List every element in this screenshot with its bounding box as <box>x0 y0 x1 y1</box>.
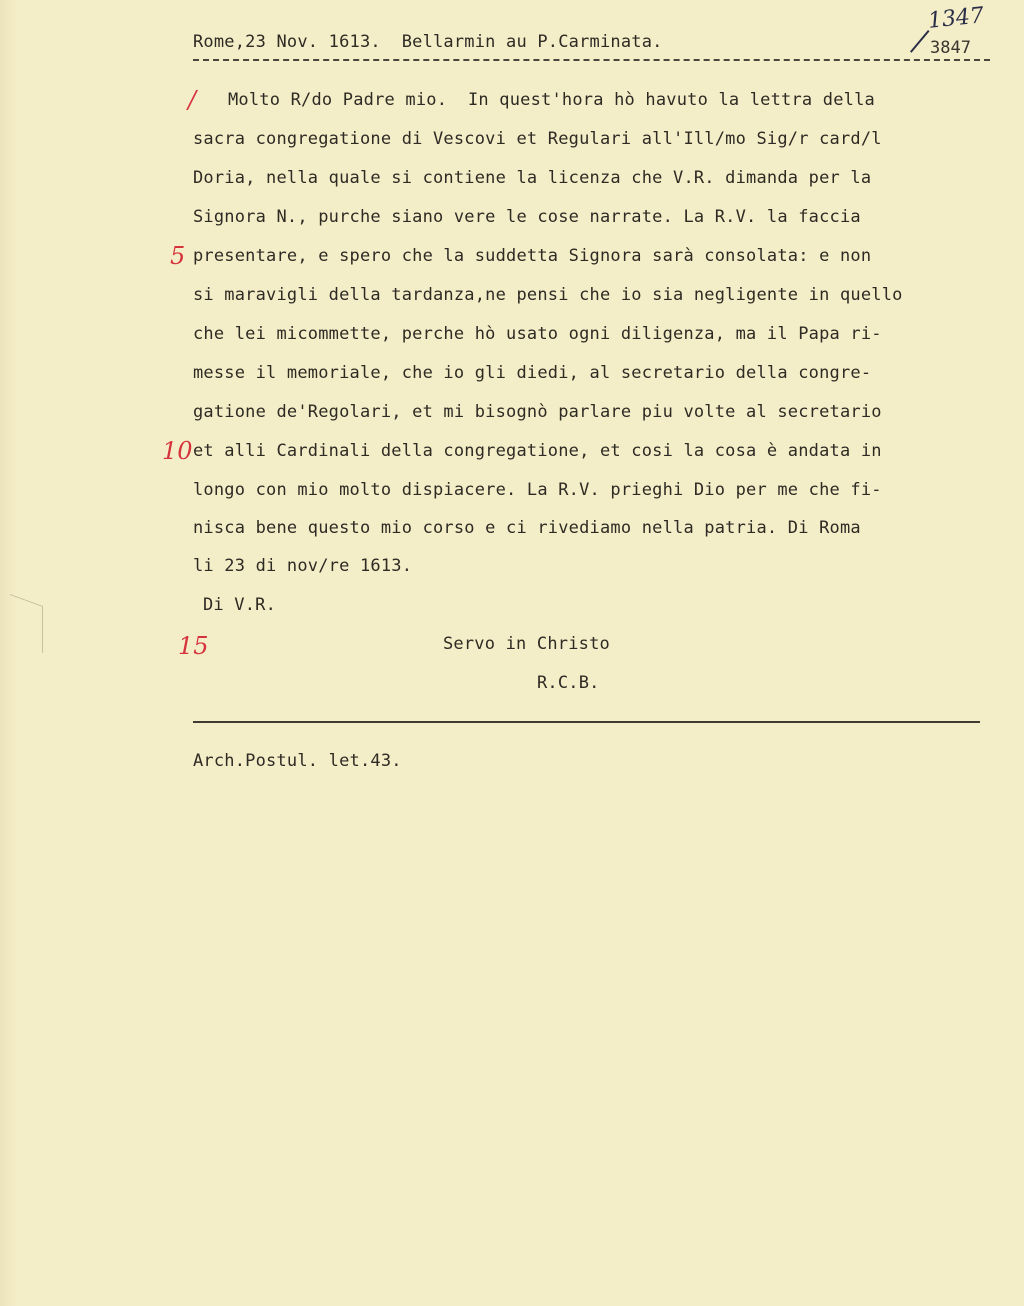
letter-line: messe il memoriale, che io gli diedi, al secretario della congre- <box>193 363 872 383</box>
letter-line: Signora N., purche siano vere le cose narrate. La R.V. la faccia <box>193 207 861 227</box>
letter-header: Rome,23 Nov. 1613. Bellarmin au P.Carminata. <box>193 32 663 52</box>
letter-line: li 23 di nov/re 1613. <box>193 556 413 576</box>
letter-signature: R.C.B. <box>537 673 600 693</box>
letter-line: Molto R/do Padre mio. In quest'hora hò havuto la lettra della <box>228 90 875 110</box>
letter-closing: Servo in Christo <box>443 634 610 654</box>
archive-source: Arch.Postul. let.43. <box>193 751 402 771</box>
margin-line-number: 5 <box>170 242 186 270</box>
margin-line-number: 15 <box>178 632 209 660</box>
letter-line: et alli Cardinali della congregatione, et cosi la cosa è andata in <box>193 441 882 461</box>
letter-line: presentare, e spero che la suddetta Signora sarà consolata: e non <box>193 246 872 266</box>
letter-line: longo con mio molto dispiacere. La R.V. prieghi Dio per me che fi- <box>193 480 882 500</box>
margin-line-number: 10 <box>162 437 193 465</box>
letter-line: si maravigli della tardanza,ne pensi che io sia negligente in quello <box>193 285 903 305</box>
header-divider <box>193 59 990 61</box>
letter-salutation: Di V.R. <box>203 595 277 615</box>
letter-line: gatione de'Regolari, et mi bisognò parlare piu volte al secretario <box>193 402 882 422</box>
letter-line: che lei micommette, perche hò usato ogni diligenza, ma il Papa ri- <box>193 324 882 344</box>
margin-line-number: / <box>188 86 197 114</box>
strikethrough-mark <box>910 30 946 67</box>
typed-archive-number: 3847 <box>930 38 971 58</box>
footer-divider <box>193 721 980 723</box>
letter-line: Doria, nella quale si contiene la licenza che V.R. dimanda per la <box>193 168 872 188</box>
handwritten-archive-number: 1347 <box>926 3 986 34</box>
letter-line: nisca bene questo mio corso e ci rivediamo nella patria. Di Roma <box>193 518 861 538</box>
paper-edge <box>0 0 18 1306</box>
letter-line: sacra congregatione di Vescovi et Regulari all'Ill/mo Sig/r card/l <box>193 129 882 149</box>
